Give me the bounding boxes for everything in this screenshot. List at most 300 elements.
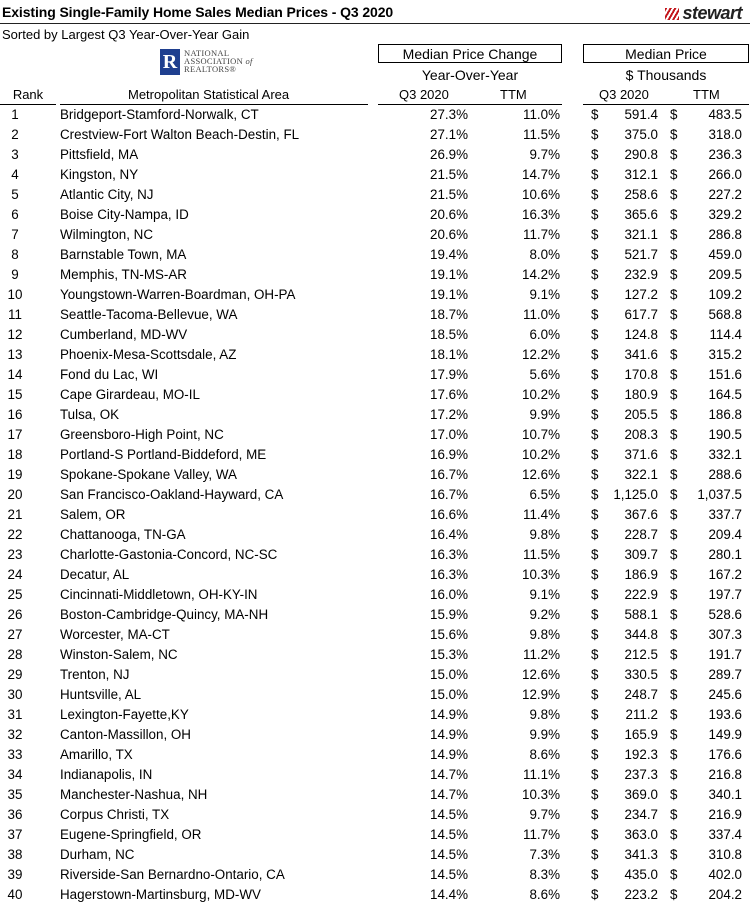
table-row: [0, 885, 750, 905]
rank-cell: 13: [7, 347, 23, 362]
change-q3-cell: 21.5%: [430, 187, 468, 202]
rank-cell: 26: [7, 607, 23, 622]
currency-symbol: $: [670, 207, 678, 222]
price-q3-cell: 205.5: [624, 407, 658, 422]
currency-symbol: $: [670, 807, 678, 822]
metro-cell: Amarillo, TX: [60, 747, 133, 762]
metro-cell: Greensboro-High Point, NC: [60, 427, 224, 442]
col-header-price-q3: Q3 2020: [599, 87, 649, 102]
price-ttm-cell: 164.5: [708, 387, 742, 402]
price-ttm-cell: 167.2: [708, 567, 742, 582]
rank-cell: 1: [11, 107, 19, 122]
change-q3-cell: 15.6%: [430, 627, 468, 642]
change-ttm-cell: 7.3%: [529, 847, 560, 862]
currency-symbol: $: [670, 307, 678, 322]
price-q3-cell: 591.4: [624, 107, 658, 122]
currency-symbol: $: [670, 707, 678, 722]
price-q3-cell: 248.7: [624, 687, 658, 702]
change-ttm-cell: 10.6%: [522, 187, 560, 202]
change-ttm-cell: 11.5%: [523, 127, 560, 142]
price-ttm-cell: 266.0: [708, 167, 742, 182]
change-ttm-cell: 6.0%: [529, 327, 560, 342]
rank-cell: 16: [7, 407, 23, 422]
currency-symbol: $: [591, 607, 599, 622]
change-ttm-cell: 11.0%: [523, 307, 560, 322]
table-row: [0, 765, 750, 785]
change-q3-cell: 15.0%: [430, 667, 468, 682]
table-row: [0, 685, 750, 705]
price-change-group-subheader: Year-Over-Year: [421, 67, 519, 83]
change-q3-cell: 15.3%: [430, 647, 468, 662]
change-q3-cell: 16.7%: [430, 487, 468, 502]
price-q3-cell: 341.6: [624, 347, 658, 362]
price-q3-cell: 312.1: [624, 167, 658, 182]
rank-cell: 40: [7, 887, 23, 902]
change-q3-cell: 19.1%: [430, 267, 468, 282]
table-row: [0, 445, 750, 465]
table-row: [0, 285, 750, 305]
price-ttm-cell: 114.4: [709, 327, 742, 342]
price-ttm-cell: 149.9: [708, 727, 742, 742]
currency-symbol: $: [591, 827, 599, 842]
currency-symbol: $: [670, 587, 678, 602]
change-q3-cell: 14.9%: [430, 727, 468, 742]
price-q3-cell: 186.9: [624, 567, 658, 582]
metro-cell: Durham, NC: [60, 847, 135, 862]
change-ttm-cell: 9.9%: [529, 407, 560, 422]
change-ttm-cell: 11.1%: [523, 767, 560, 782]
change-ttm-cell: 8.0%: [529, 247, 560, 262]
metro-cell: Kingston, NY: [60, 167, 139, 182]
stewart-logo: [665, 3, 742, 24]
change-q3-cell: 21.5%: [430, 167, 468, 182]
price-q3-cell: 321.1: [624, 227, 658, 242]
table-row: [0, 105, 750, 125]
currency-symbol: $: [670, 347, 678, 362]
price-q3-cell: 222.9: [624, 587, 658, 602]
change-q3-cell: 14.5%: [430, 847, 468, 862]
metro-cell: Salem, OR: [60, 507, 126, 522]
change-q3-cell: 14.9%: [430, 707, 468, 722]
metro-cell: Atlantic City, NJ: [60, 187, 154, 202]
col-header-metro: Metropolitan Statistical Area: [128, 87, 290, 102]
price-q3-cell: 192.3: [624, 747, 658, 762]
price-ttm-cell: 288.6: [708, 467, 742, 482]
rank-cell: 20: [7, 487, 23, 502]
table-row: [0, 785, 750, 805]
price-q3-cell: 435.0: [624, 867, 658, 882]
data-table-body: [0, 105, 750, 905]
change-q3-cell: 27.1%: [430, 127, 468, 142]
metro-cell: San Francisco-Oakland-Hayward, CA: [60, 487, 284, 502]
currency-symbol: $: [591, 427, 599, 442]
price-q3-cell: 234.7: [624, 807, 658, 822]
change-q3-cell: 16.4%: [430, 527, 468, 542]
change-ttm-cell: 11.0%: [523, 107, 560, 122]
currency-symbol: $: [591, 707, 599, 722]
currency-symbol: $: [591, 747, 599, 762]
rank-cell: 34: [7, 767, 23, 782]
currency-symbol: $: [591, 367, 599, 382]
rank-cell: 31: [7, 707, 23, 722]
currency-symbol: $: [591, 347, 599, 362]
table-row: [0, 485, 750, 505]
currency-symbol: $: [670, 847, 678, 862]
currency-symbol: $: [591, 487, 599, 502]
change-q3-cell: 16.6%: [430, 507, 468, 522]
change-q3-cell: 20.6%: [430, 207, 468, 222]
price-ttm-cell: 176.6: [708, 747, 742, 762]
currency-symbol: $: [591, 387, 599, 402]
change-q3-cell: 16.3%: [430, 567, 468, 582]
change-q3-cell: 14.9%: [430, 747, 468, 762]
price-q3-cell: 371.6: [624, 447, 658, 462]
change-ttm-cell: 9.1%: [529, 587, 560, 602]
currency-symbol: $: [670, 667, 678, 682]
currency-symbol: $: [591, 547, 599, 562]
metro-cell: Portland-S Portland-Biddeford, ME: [60, 447, 267, 462]
currency-symbol: $: [670, 247, 678, 262]
price-ttm-cell: 190.5: [708, 427, 742, 442]
price-ttm-cell: 191.7: [708, 647, 742, 662]
currency-symbol: $: [670, 887, 678, 902]
change-q3-cell: 27.3%: [430, 107, 468, 122]
currency-symbol: $: [670, 147, 678, 162]
change-q3-cell: 18.5%: [430, 327, 468, 342]
price-q3-cell: 212.5: [624, 647, 658, 662]
price-ttm-cell: 318.0: [708, 127, 742, 142]
change-q3-cell: 14.4%: [430, 887, 468, 902]
table-row: [0, 605, 750, 625]
metro-cell: Pittsfield, MA: [60, 147, 139, 162]
price-ttm-cell: 1,037.5: [697, 487, 742, 502]
change-ttm-cell: 9.9%: [529, 727, 560, 742]
currency-symbol: $: [670, 487, 678, 502]
table-row: [0, 585, 750, 605]
change-q3-cell: 14.5%: [430, 827, 468, 842]
price-q3-cell: 365.6: [624, 207, 658, 222]
table-row: [0, 405, 750, 425]
metro-cell: Cumberland, MD-WV: [60, 327, 188, 342]
table-row: [0, 305, 750, 325]
currency-symbol: $: [591, 727, 599, 742]
price-ttm-cell: 315.2: [708, 347, 742, 362]
metro-cell: Corpus Christi, TX: [60, 807, 170, 822]
rank-cell: 6: [11, 207, 19, 222]
metro-cell: Riverside-San Bernardno-Ontario, CA: [60, 867, 285, 882]
change-q3-cell: 14.7%: [430, 787, 468, 802]
currency-symbol: $: [670, 267, 678, 282]
metro-cell: Canton-Massillon, OH: [60, 727, 191, 742]
price-q3-cell: 588.1: [624, 607, 658, 622]
price-q3-cell: 180.9: [624, 387, 658, 402]
currency-symbol: $: [591, 107, 599, 122]
currency-symbol: $: [670, 547, 678, 562]
metro-cell: Seattle-Tacoma-Bellevue, WA: [60, 307, 238, 322]
metro-cell: Indianapolis, IN: [60, 767, 153, 782]
table-row: [0, 465, 750, 485]
currency-symbol: $: [591, 227, 599, 242]
change-q3-cell: 15.0%: [430, 687, 468, 702]
currency-symbol: $: [591, 807, 599, 822]
price-ttm-cell: 193.6: [708, 707, 742, 722]
change-q3-cell: 26.9%: [430, 147, 468, 162]
rank-cell: 22: [7, 527, 23, 542]
currency-symbol: $: [670, 227, 678, 242]
price-q3-cell: 208.3: [624, 427, 658, 442]
table-row: [0, 365, 750, 385]
table-row: [0, 385, 750, 405]
currency-symbol: $: [670, 867, 678, 882]
price-q3-cell: 232.9: [624, 267, 658, 282]
change-q3-cell: 19.1%: [430, 287, 468, 302]
change-ttm-cell: 12.2%: [522, 347, 560, 362]
rank-cell: 17: [7, 427, 23, 442]
change-q3-cell: 16.9%: [430, 447, 468, 462]
metro-cell: Winston-Salem, NC: [60, 647, 178, 662]
change-q3-cell: 20.6%: [430, 227, 468, 242]
rank-cell: 4: [11, 167, 19, 182]
table-row: [0, 165, 750, 185]
change-ttm-cell: 11.7%: [523, 227, 560, 242]
price-ttm-cell: 209.4: [708, 527, 742, 542]
table-row: [0, 245, 750, 265]
currency-symbol: $: [591, 667, 599, 682]
rank-cell: 11: [8, 307, 22, 322]
price-ttm-cell: 310.8: [708, 847, 742, 862]
currency-symbol: $: [670, 367, 678, 382]
currency-symbol: $: [591, 187, 599, 202]
price-q3-cell: 521.7: [624, 247, 658, 262]
change-ttm-cell: 8.3%: [529, 867, 560, 882]
currency-symbol: $: [670, 507, 678, 522]
currency-symbol: $: [670, 187, 678, 202]
currency-symbol: $: [591, 147, 599, 162]
price-q3-cell: 290.8: [624, 147, 658, 162]
metro-cell: Wilmington, NC: [60, 227, 154, 242]
price-ttm-cell: 337.7: [708, 507, 742, 522]
currency-symbol: $: [591, 407, 599, 422]
change-ttm-cell: 9.8%: [529, 707, 560, 722]
currency-symbol: $: [670, 827, 678, 842]
currency-symbol: $: [670, 567, 678, 582]
change-q3-cell: 19.4%: [430, 247, 468, 262]
change-q3-cell: 17.9%: [430, 367, 468, 382]
price-ttm-cell: 109.2: [708, 287, 742, 302]
currency-symbol: $: [670, 467, 678, 482]
price-ttm-cell: 227.2: [708, 187, 742, 202]
currency-symbol: $: [670, 767, 678, 782]
metro-cell: Decatur, AL: [60, 567, 130, 582]
rank-cell: 5: [11, 187, 19, 202]
currency-symbol: $: [670, 687, 678, 702]
change-q3-cell: 18.7%: [430, 307, 468, 322]
median-price-group-header: Median Price: [583, 44, 749, 63]
table-row: [0, 125, 750, 145]
metro-cell: Cape Girardeau, MO-IL: [60, 387, 200, 402]
metro-cell: Barnstable Town, MA: [60, 247, 187, 262]
price-ttm-cell: 337.4: [708, 827, 742, 842]
change-ttm-cell: 9.7%: [529, 147, 560, 162]
currency-symbol: $: [591, 327, 599, 342]
change-ttm-cell: 9.8%: [529, 527, 560, 542]
price-ttm-cell: 216.9: [708, 807, 742, 822]
rank-cell: 35: [7, 787, 23, 802]
change-ttm-cell: 8.6%: [529, 747, 560, 762]
price-ttm-cell: 528.6: [708, 607, 742, 622]
price-ttm-cell: 204.2: [708, 887, 742, 902]
table-row: [0, 225, 750, 245]
table-row: [0, 745, 750, 765]
price-ttm-cell: 568.8: [708, 307, 742, 322]
price-q3-cell: 1,125.0: [613, 487, 658, 502]
currency-symbol: $: [591, 127, 599, 142]
currency-symbol: $: [670, 167, 678, 182]
currency-symbol: $: [670, 327, 678, 342]
table-row: [0, 425, 750, 445]
price-q3-cell: 170.8: [624, 367, 658, 382]
rank-cell: 8: [11, 247, 19, 262]
rank-cell: 24: [7, 567, 23, 582]
metro-cell: Boston-Cambridge-Quincy, MA-NH: [60, 607, 269, 622]
price-q3-cell: 617.7: [624, 307, 658, 322]
change-ttm-cell: 6.5%: [529, 487, 560, 502]
change-ttm-cell: 11.5%: [523, 547, 560, 562]
metro-cell: Youngstown-Warren-Boardman, OH-PA: [60, 287, 296, 302]
change-q3-cell: 18.1%: [430, 347, 468, 362]
change-ttm-cell: 5.6%: [529, 367, 560, 382]
currency-symbol: $: [591, 647, 599, 662]
stewart-wordmark: stewart: [682, 3, 742, 23]
currency-symbol: $: [591, 847, 599, 862]
price-q3-cell: 223.2: [624, 887, 658, 902]
change-ttm-cell: 10.2%: [522, 387, 560, 402]
price-q3-cell: 369.0: [624, 787, 658, 802]
title-divider: [0, 23, 750, 24]
change-q3-cell: 14.5%: [430, 807, 468, 822]
metro-cell: Huntsville, AL: [60, 687, 142, 702]
price-q3-cell: 363.0: [624, 827, 658, 842]
change-ttm-cell: 9.2%: [529, 607, 560, 622]
change-ttm-cell: 10.2%: [522, 447, 560, 462]
change-q3-cell: 16.7%: [430, 467, 468, 482]
change-ttm-cell: 16.3%: [522, 207, 560, 222]
rank-cell: 39: [7, 867, 23, 882]
change-ttm-cell: 11.7%: [523, 827, 560, 842]
currency-symbol: $: [591, 787, 599, 802]
rank-cell: 9: [11, 267, 19, 282]
report-title: Existing Single-Family Home Sales Median Prices - Q3 2020: [2, 4, 394, 20]
price-q3-cell: 344.8: [624, 627, 658, 642]
currency-symbol: $: [670, 387, 678, 402]
rank-cell: 10: [7, 287, 23, 302]
change-q3-cell: 17.0%: [430, 427, 468, 442]
metro-cell: Fond du Lac, WI: [60, 367, 159, 382]
metro-cell: Boise City-Nampa, ID: [60, 207, 189, 222]
table-row: [0, 325, 750, 345]
table-row: [0, 185, 750, 205]
price-q3-cell: 237.3: [624, 767, 658, 782]
metro-cell: Trenton, NJ: [60, 667, 130, 682]
rank-cell: 14: [7, 367, 23, 382]
table-row: [0, 545, 750, 565]
change-ttm-cell: 10.3%: [522, 567, 560, 582]
change-ttm-cell: 9.8%: [529, 627, 560, 642]
change-ttm-cell: 8.6%: [529, 887, 560, 902]
rank-cell: 36: [7, 807, 23, 822]
change-q3-cell: 15.9%: [430, 607, 468, 622]
currency-symbol: $: [591, 207, 599, 222]
median-price-group-subheader: $ Thousands: [625, 67, 707, 83]
col-header-change-q3: Q3 2020: [399, 87, 449, 102]
change-ttm-cell: 10.7%: [522, 427, 560, 442]
price-ttm-cell: 216.8: [708, 767, 742, 782]
price-q3-cell: 258.6: [624, 187, 658, 202]
change-q3-cell: 17.6%: [430, 387, 468, 402]
metro-cell: Phoenix-Mesa-Scottsdale, AZ: [60, 347, 237, 362]
rank-cell: 2: [11, 127, 19, 142]
table-row: [0, 565, 750, 585]
currency-symbol: $: [591, 287, 599, 302]
currency-symbol: $: [670, 527, 678, 542]
currency-symbol: $: [591, 167, 599, 182]
price-q3-cell: 165.9: [624, 727, 658, 742]
price-ttm-cell: 459.0: [708, 247, 742, 262]
price-ttm-cell: 286.8: [708, 227, 742, 242]
change-ttm-cell: 9.1%: [529, 287, 560, 302]
price-ttm-cell: 329.2: [708, 207, 742, 222]
rank-cell: 3: [11, 147, 19, 162]
rank-cell: 19: [7, 467, 23, 482]
rank-cell: 30: [7, 687, 23, 702]
rank-cell: 28: [7, 647, 23, 662]
change-ttm-cell: 11.4%: [523, 507, 560, 522]
rank-cell: 12: [7, 327, 23, 342]
currency-symbol: $: [591, 887, 599, 902]
col-header-rank: Rank: [12, 87, 44, 102]
currency-symbol: $: [670, 427, 678, 442]
currency-symbol: $: [591, 247, 599, 262]
currency-symbol: $: [670, 127, 678, 142]
nar-logo: [160, 49, 253, 75]
metro-cell: Chattanooga, TN-GA: [60, 527, 186, 542]
currency-symbol: $: [670, 607, 678, 622]
table-row: [0, 205, 750, 225]
change-ttm-cell: 9.7%: [529, 807, 560, 822]
rank-cell: 25: [7, 587, 23, 602]
rank-cell: 18: [7, 447, 23, 462]
metro-cell: Cincinnati-Middletown, OH-KY-IN: [60, 587, 258, 602]
price-change-group-header: Median Price Change: [378, 44, 562, 63]
change-ttm-cell: 12.9%: [522, 687, 560, 702]
table-row: [0, 645, 750, 665]
rank-cell: 29: [7, 667, 23, 682]
table-row: [0, 725, 750, 745]
change-ttm-cell: 12.6%: [522, 667, 560, 682]
rank-cell: 23: [7, 547, 23, 562]
price-q3-cell: 330.5: [624, 667, 658, 682]
price-ttm-cell: 280.1: [708, 547, 742, 562]
currency-symbol: $: [591, 527, 599, 542]
metro-cell: Eugene-Springfield, OR: [60, 827, 202, 842]
price-q3-cell: 211.2: [625, 707, 658, 722]
currency-symbol: $: [670, 447, 678, 462]
currency-symbol: $: [591, 587, 599, 602]
change-ttm-cell: 14.2%: [522, 267, 560, 282]
rank-cell: 7: [11, 227, 19, 242]
price-ttm-cell: 483.5: [708, 107, 742, 122]
metro-cell: Spokane-Spokane Valley, WA: [60, 467, 237, 482]
